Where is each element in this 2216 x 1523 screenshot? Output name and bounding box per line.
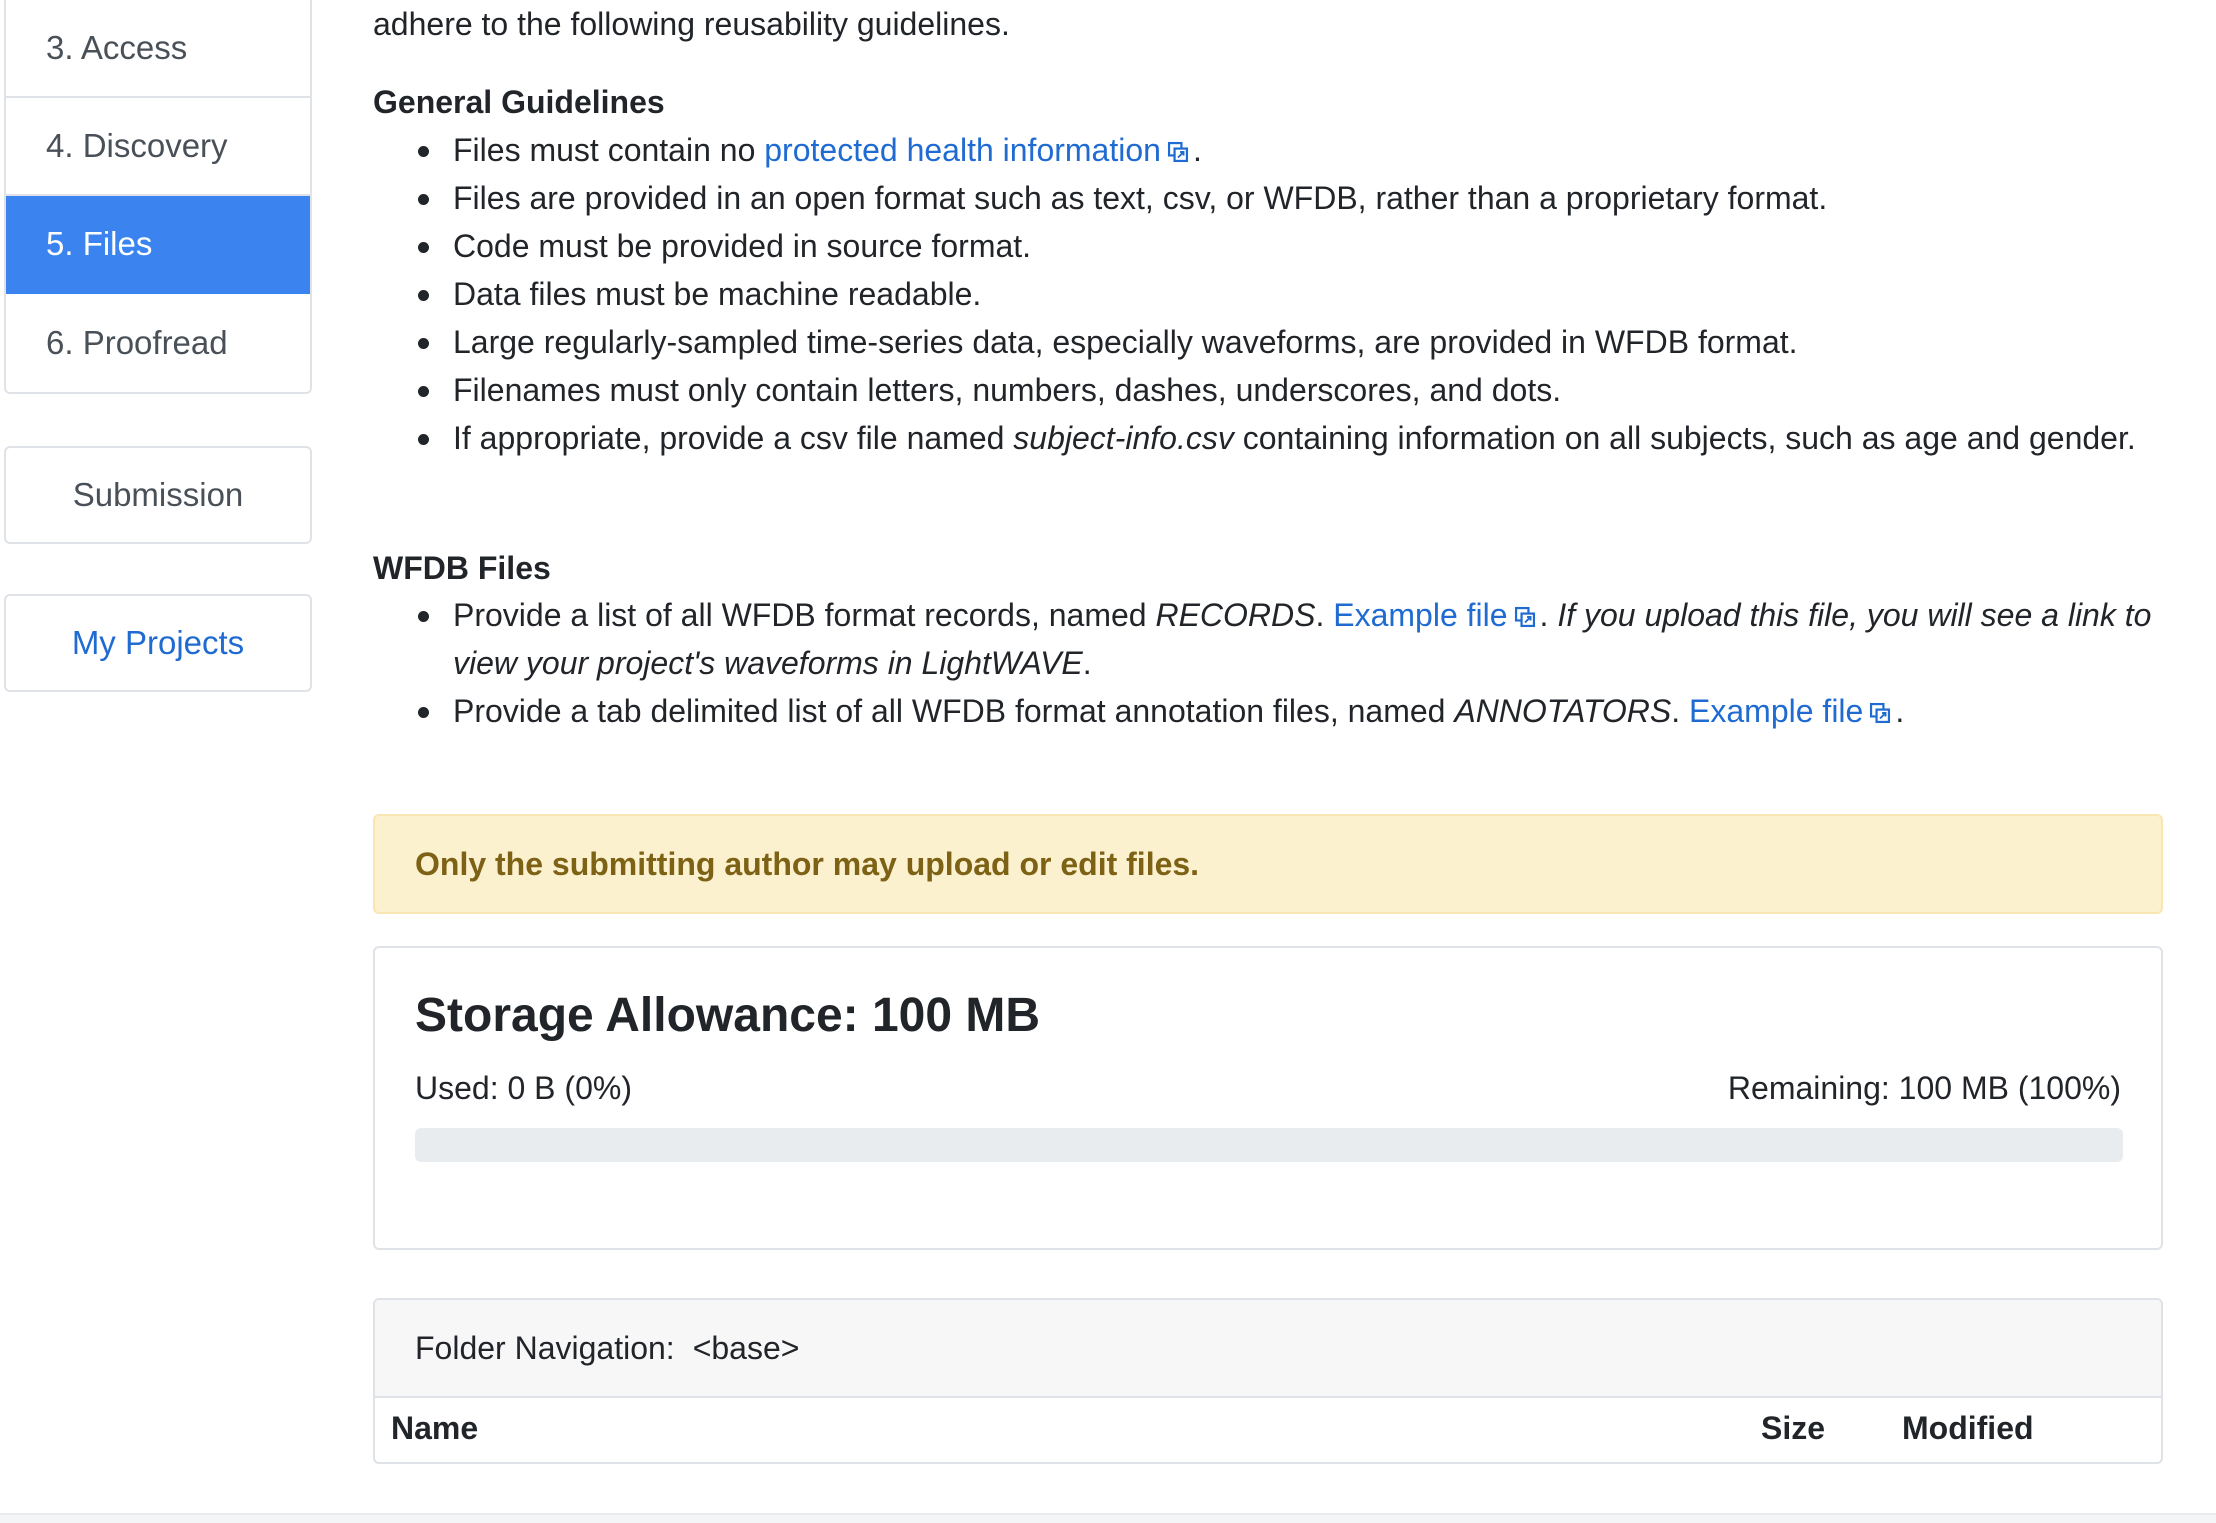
folder-navigation [375,1300,2161,1398]
wfdb-files-list [373,591,2163,735]
general-guidelines-list [373,126,2163,462]
external-link-icon [1514,606,1536,628]
my-projects-link[interactable]: My Projects [4,594,312,692]
list-item: Data files must be machine readable. [373,270,2163,318]
intro-text: adhere to the following reusability guidelines. [373,6,1010,42]
submission-button[interactable]: Submission [4,446,312,544]
list-item: Provide a list of all WFDB format records, named RECORDS. Example file . If you upload this file, you will see a link to view your project's waveforms in LightWAVE. [373,591,2163,687]
column-name[interactable]: Name [391,1410,479,1446]
list-item: Code must be provided in source format. [373,222,2163,270]
storage-card [373,946,2163,1250]
external-link-icon [1167,141,1189,163]
sidebar-step-discovery[interactable]: 4. Discovery [6,98,310,196]
phi-link[interactable]: protected health information [764,132,1193,168]
step-list [4,0,312,394]
storage-remaining: Remaining: 100 MB (100%) [1727,1070,2121,1106]
list-item: Filenames must only contain letters, numbers, dashes, underscores, and dots. [373,366,2163,414]
general-guidelines-heading: General Guidelines [373,84,665,120]
annotators-example-link[interactable]: Example file [1689,693,1895,729]
list-item: Large regularly-sampled time-series data, especially waveforms, are provided in WFDB format. [373,318,2163,366]
sidebar-step-access[interactable]: 3. Access [6,0,310,98]
column-size[interactable]: Size [1761,1410,1826,1446]
storage-progress-bar [415,1128,2123,1162]
sidebar [4,0,312,661]
records-example-link[interactable]: Example file [1333,597,1539,633]
list-item: If appropriate, provide a csv file named subject-info.csv containing information on all subjects, such as age and gender. [373,414,2163,462]
footer-divider [0,1513,2216,1523]
list-item: Files must contain no protected health information . [373,126,2163,174]
sidebar-step-proofread[interactable]: 6. Proofread [6,294,310,392]
wfdb-files-heading: WFDB Files [373,550,551,586]
folder-path-base[interactable]: <base> [692,1329,800,1366]
list-item: Provide a tab delimited list of all WFDB format annotation files, named ANNOTATORS. Example file . [373,687,2163,735]
sidebar-step-files[interactable]: 5. Files [6,196,310,294]
files-table-header [375,1398,2161,1464]
column-modified[interactable]: Modified [1902,1410,2034,1446]
upload-permission-alert: Only the submitting author may upload or edit files. [373,814,2163,914]
folder-navigation-label: Folder Navigation: [415,1329,675,1366]
external-link-icon [1869,702,1891,724]
list-item: Files are provided in an open format such as text, csv, or WFDB, rather than a proprietary format. [373,174,2163,222]
storage-title: Storage Allowance: 100 MB [415,989,1041,1042]
storage-used: Used: 0 B (0%) [415,1070,632,1106]
files-table [373,1298,2163,1464]
